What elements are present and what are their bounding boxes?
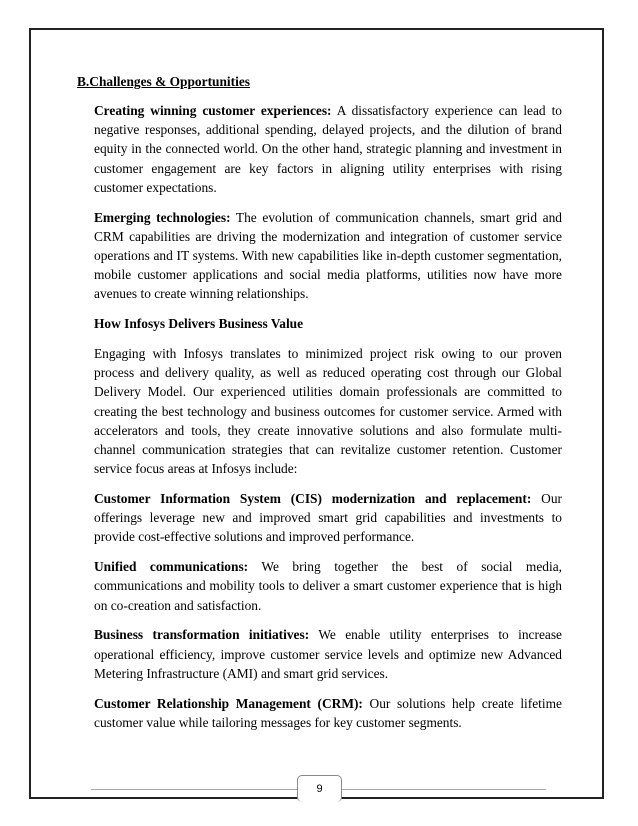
paragraph-text: Our solutions help create lifetime customer value while tailoring messages for key customer segments. [94, 695, 562, 730]
paragraph-title: Business transformation initiatives: [94, 627, 310, 643]
section-heading: B.Challenges & Opportunities [77, 74, 250, 89]
paragraph-text: Our offerings leverage new and improved smart grid capabilities and investments to provide cost-effective solutions and improved performance. [94, 491, 562, 545]
paragraph-text: We bring together the best of social media, communications and mobility tools to deliver a smart customer experience that is high on co-creation and satisfaction. [94, 559, 563, 613]
body-content [94, 101, 562, 743]
paragraph-title: Customer Information System (CIS) modernization and replacement: [94, 491, 532, 507]
paragraph-text: The evolution of communication channels, smart grid and CRM capabilities are driving the modernization and integration of customer service operations and IT systems. With new capabilities like in-depth customer segmentation, mobile customer applications and social media platforms, utilities now have more avenues to create winning relationships. [94, 209, 562, 302]
footer-divider-right [341, 789, 546, 790]
paragraph-text: We enable utility enterprises to increase operational efficiency, improve customer service levels and optimize new Advanced Metering Infrastructure (AMI) and smart grid services. [94, 627, 562, 681]
subheading-business-value: How Infosys Delivers Business Value [94, 316, 304, 332]
footer-divider-left [91, 789, 298, 790]
paragraph-title: Creating winning customer experiences: [94, 103, 332, 118]
paragraph-crm [94, 694, 562, 732]
paragraph-title: Unified communications: [94, 559, 249, 575]
paragraph-title: Customer Relationship Management (CRM): [94, 695, 363, 711]
paragraph-customer-experiences [94, 101, 562, 197]
paragraph-cis-modernization [94, 489, 562, 547]
paragraph-text: A dissatisfactory experience can lead to negative responses, additional spending, delayed projects, and the dilution of brand equity in the connected world. On the other hand, strategic planning and investment in customer engagement are key factors in aligning utility enterprises with rising customer expectations. [94, 103, 562, 195]
paragraph-engaging-infosys [94, 344, 562, 478]
page-number: 9 [297, 775, 342, 802]
paragraph-business-transformation [94, 625, 562, 683]
paragraph-unified-communications [94, 557, 562, 615]
paragraph-emerging-technologies [94, 208, 562, 304]
paragraph-text: Engaging with Infosys translates to minimized project risk owing to our proven process and delivery quality, as well as reduced operating cost through our Global Delivery Model. Our experienced utilities domain professionals are committed to creating the best technology and business outcomes for customer service. Armed with accelerators and tools, they create innovative solutions and also formulate multi-channel communication strategies that can revitalize customer retention. Customer service focus areas at Infosys include: [94, 346, 562, 477]
paragraph-title: Emerging technologies: [94, 209, 231, 225]
